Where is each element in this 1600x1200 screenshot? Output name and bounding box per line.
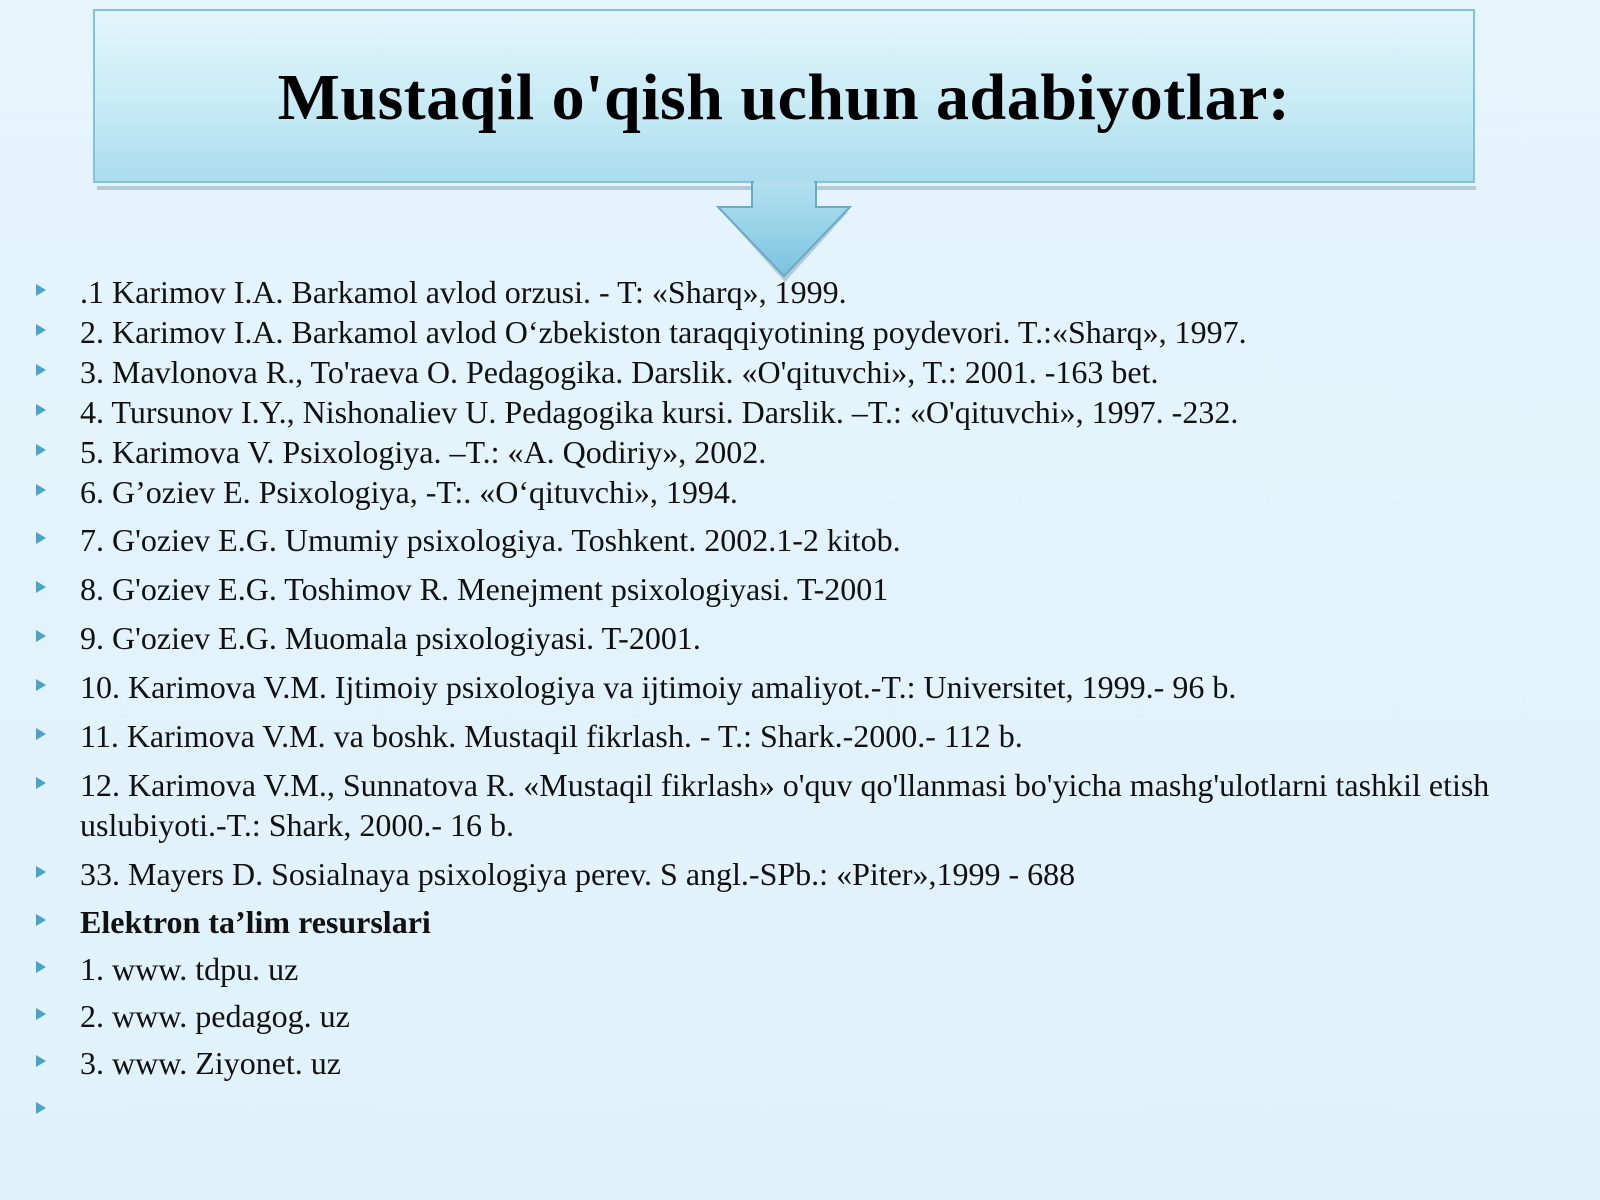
triangle-bullet-icon (36, 444, 46, 456)
list-item (0, 272, 1600, 312)
list-item (0, 996, 1600, 1036)
list-item (0, 1043, 1600, 1083)
triangle-bullet-icon (36, 728, 46, 740)
triangle-bullet-icon (36, 914, 46, 926)
list-item (0, 854, 1600, 894)
list-item (0, 618, 1600, 658)
title-callout (0, 0, 1600, 300)
triangle-bullet-icon (36, 581, 46, 593)
triangle-bullet-icon (36, 630, 46, 642)
list-item (0, 432, 1600, 472)
list-item (0, 312, 1600, 352)
list-item (0, 949, 1600, 989)
reference-text: 10. Karimova V.M. Ijtimoiy psixologiya va ijtimoiy amaliyot.-T.: Universitet, 1999.- 96 b. (80, 669, 1237, 705)
list-item (0, 667, 1600, 707)
reference-text: 6. G’oziev E. Psixologiya, -T:. «O‘qituvchi», 1994. (80, 474, 738, 510)
triangle-bullet-icon (36, 777, 46, 789)
list-item (0, 902, 1600, 942)
triangle-bullet-icon (36, 1008, 46, 1020)
reference-text: 9. G'oziev E.G. Muomala psixologiyasi. T-2001. (80, 620, 701, 656)
list-item (0, 765, 1600, 845)
reference-text: 1. www. tdpu. uz (80, 951, 299, 987)
reference-text: .1 Karimov I.A. Barkamol avlod orzusi. - T: «Sharq», 1999. (80, 274, 847, 310)
triangle-bullet-icon (36, 484, 46, 496)
list-item (0, 352, 1600, 392)
list-item (0, 392, 1600, 432)
list-item (0, 472, 1600, 512)
reference-text: 2. Karimov I.A. Barkamol avlod O‘zbekiston taraqqiyotining poydevori. T.:«Sharq», 1997. (80, 314, 1247, 350)
reference-text: 4. Tursunov I.Y., Nishonaliev U. Pedagogika kursi. Darslik. –T.: «O'qituvchi», 1997. -232. (80, 394, 1239, 430)
triangle-bullet-icon (36, 1055, 46, 1067)
triangle-bullet-icon (36, 404, 46, 416)
list-item (0, 1090, 1600, 1130)
section-heading: Elektron ta’lim resurslari (80, 904, 431, 940)
triangle-bullet-icon (36, 679, 46, 691)
reference-text: 7. G'oziev E.G. Umumiy psixologiya. Toshkent. 2002.1-2 kitob. (80, 522, 901, 558)
reference-text: 12. Karimova V.M., Sunnatova R. «Mustaqil fikrlash» o'quv qo'llanmasi bo'yicha mashg'ulotlarni tashkil etish uslubiyoti.-T.: Shark, 2000.- 16 b. (80, 767, 1490, 843)
triangle-bullet-icon (36, 961, 46, 973)
triangle-bullet-icon (36, 324, 46, 336)
page-title: Mustaqil o'qish uchun adabiyotlar: (277, 61, 1291, 134)
list-item (0, 569, 1600, 609)
triangle-bullet-icon (36, 284, 46, 296)
list-item (0, 520, 1600, 560)
list-item (0, 716, 1600, 756)
reference-text: 5. Karimova V. Psixologiya. –T.: «A. Qodiriy», 2002. (80, 434, 767, 470)
reference-text: 11. Karimova V.M. va boshk. Mustaqil fikrlash. - T.: Shark.-2000.- 112 b. (80, 718, 1023, 754)
reference-text: 2. www. pedagog. uz (80, 998, 350, 1034)
triangle-bullet-icon (36, 532, 46, 544)
reference-list (0, 272, 1600, 1130)
triangle-bullet-icon (36, 364, 46, 376)
reference-text: 33. Mayers D. Sosialnaya psixologiya perev. S angl.-SPb.: «Piter»,1999 - 688 (80, 856, 1076, 892)
reference-text: 3. www. Ziyonet. uz (80, 1045, 341, 1081)
triangle-bullet-icon (36, 1102, 46, 1114)
reference-text: 8. G'oziev E.G. Toshimov R. Menejment psixologiyasi. T-2001 (80, 571, 889, 607)
reference-text: 3. Mavlonova R., To'raeva O. Pedagogika. Darslik. «O'qituvchi», T.: 2001. -163 bet. (80, 354, 1159, 390)
triangle-bullet-icon (36, 866, 46, 878)
